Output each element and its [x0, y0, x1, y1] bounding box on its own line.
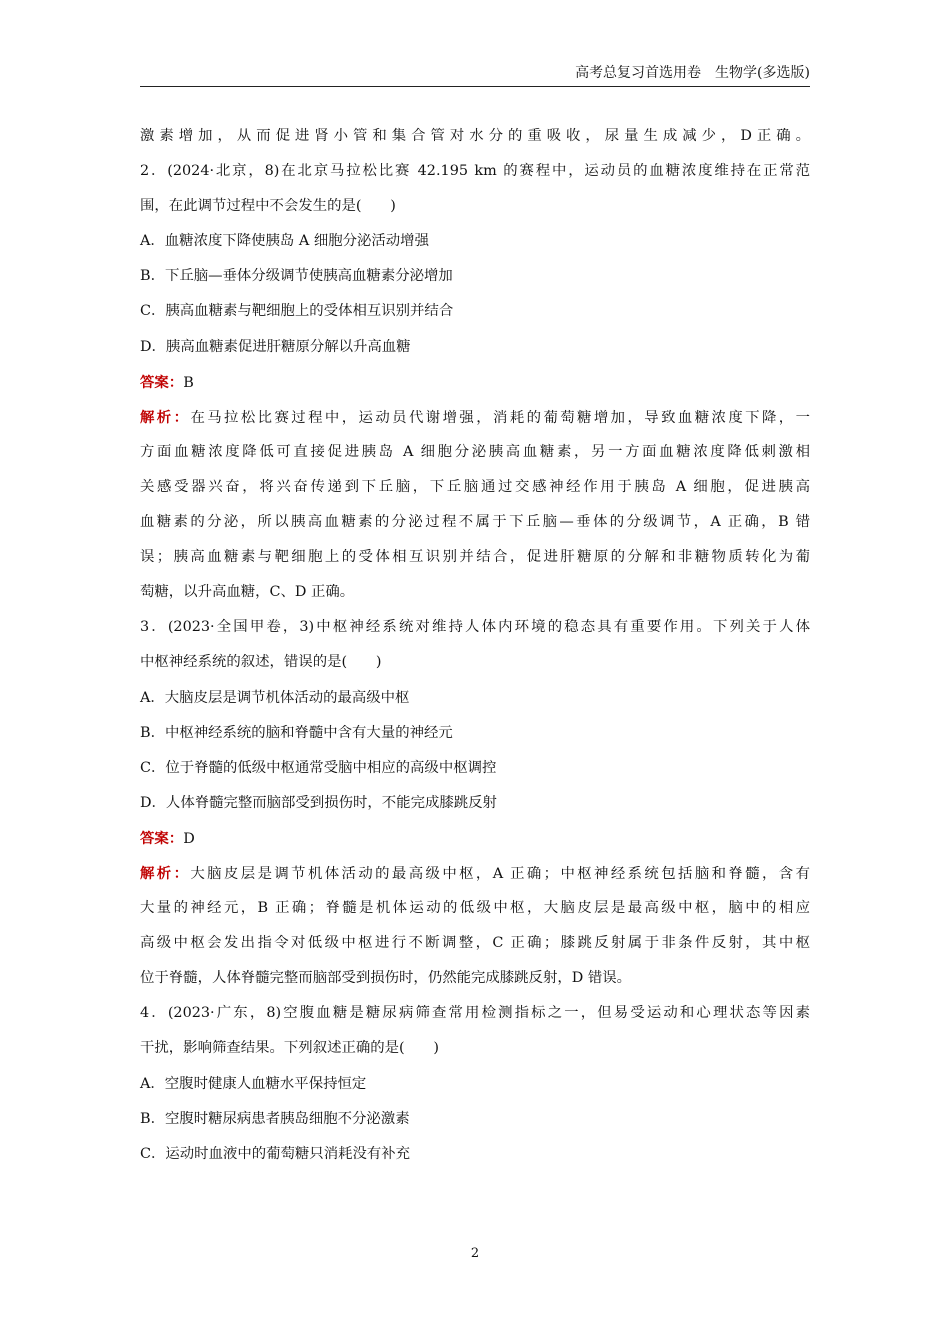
question-2-option-d: D．胰高血糖素促进肝糖原分解以升高血糖	[140, 338, 411, 355]
question-4-option-b: B．空腹时糖尿病患者胰岛细胞不分泌激素	[140, 1110, 410, 1127]
text-line: 中枢神经系统的叙述，错误的是( )	[140, 654, 382, 671]
text-line: 血糖素的分泌，所以胰高血糖素的分泌过程不属于下丘脑—垂体的分级调节，A 正确，B 错	[140, 514, 810, 531]
analysis-label: 解析：	[140, 408, 191, 426]
text-line: 关感受器兴奋，将兴奋传递到下丘脑，下丘脑通过交感神经作用于胰岛 A 细胞，促进胰高	[140, 478, 810, 495]
text-line: 方面血糖浓度降低可直接促进胰岛 A 细胞分泌胰高血糖素，另一方面血糖浓度降低刺激相	[140, 443, 810, 460]
question-3-option-d: D．人体脊髓完整而脑部受到损伤时，不能完成膝跳反射	[140, 794, 497, 811]
question-3-stem: 3．(2023·全国甲卷，3)中枢神经系统对维持人体内环境的稳态具有重要作用。下列关于人体	[140, 619, 810, 636]
question-4-stem: 4．(2023·广东，8)空腹血糖是糖尿病筛查常用检测指标之一，但易受运动和心理状态等因素	[140, 1005, 810, 1022]
question-2-analysis	[140, 400, 810, 435]
page-number: 2	[470, 1246, 480, 1261]
analysis-text: 大脑皮层是调节机体活动的最高级中枢，A 正确；中枢神经系统包括脑和脊髓，含有	[190, 865, 810, 882]
question-3-analysis	[140, 856, 810, 891]
question-4-option-a: A．空腹时健康人血糖水平保持恒定	[140, 1075, 367, 1092]
text-line: 误；胰高血糖素与靶细胞上的受体相互识别并结合，促进肝糖原的分解和非糖物质转化为葡	[140, 549, 810, 566]
text-line: 激素增加，从而促进肾小管和集合管对水分的重吸收，尿量生成减少，D正确。	[140, 128, 810, 144]
question-3-answer	[140, 821, 810, 856]
question-4-option-c: C．运动时血液中的葡萄糖只消耗没有补充	[140, 1145, 411, 1162]
question-2-option-a: A．血糖浓度下降使胰岛 A 细胞分泌活动增强	[140, 233, 429, 250]
answer-value: D	[183, 830, 195, 847]
text-line: 大量的神经元，B 正确；脊髓是机体运动的低级中枢，大脑皮层是最高级中枢，脑中的相应	[140, 900, 810, 917]
text-line: 萄糖，以升高血糖，C、D 正确。	[140, 584, 355, 601]
header-divider	[140, 86, 810, 87]
question-3-option-c: C．位于脊髓的低级中枢通常受脑中相应的高级中枢调控	[140, 759, 497, 776]
question-2-stem: 2．(2024·北京，8)在北京马拉松比赛 42.195 km 的赛程中，运动员的血糖浓度维持在正常范	[140, 163, 810, 180]
question-2-answer	[140, 365, 810, 400]
question-3-option-a: A．大脑皮层是调节机体活动的最高级中枢	[140, 689, 410, 706]
text-line: 位于脊髓，人体脊髓完整而脑部受到损伤时，仍然能完成膝跳反射，D 错误。	[140, 970, 632, 987]
text-line: 干扰，影响筛查结果。下列叙述正确的是( )	[140, 1040, 440, 1057]
analysis-label: 解析：	[140, 864, 191, 882]
analysis-text: 在马拉松比赛过程中，运动员代谢增强，消耗的葡萄糖增加，导致血糖浓度下降，一	[190, 409, 810, 426]
question-3-option-b: B．中枢神经系统的脑和脊髓中含有大量的神经元	[140, 724, 453, 741]
question-2-option-b: B．下丘脑—垂体分级调节使胰高血糖素分泌增加	[140, 268, 453, 285]
answer-label: 答案：	[140, 373, 184, 391]
running-header: 高考总复习首选用卷 生物学(多选版)	[575, 65, 810, 81]
question-2-option-c: C．胰高血糖素与靶细胞上的受体相互识别并结合	[140, 303, 454, 320]
answer-value: B	[183, 374, 194, 391]
text-line: 围，在此调节过程中不会发生的是( )	[140, 198, 396, 215]
answer-label: 答案：	[140, 829, 184, 847]
page-content	[140, 119, 810, 1172]
text-line: 高级中枢会发出指令对低级中枢进行不断调整，C 正确；膝跳反射属于非条件反射，其中枢	[140, 935, 810, 952]
